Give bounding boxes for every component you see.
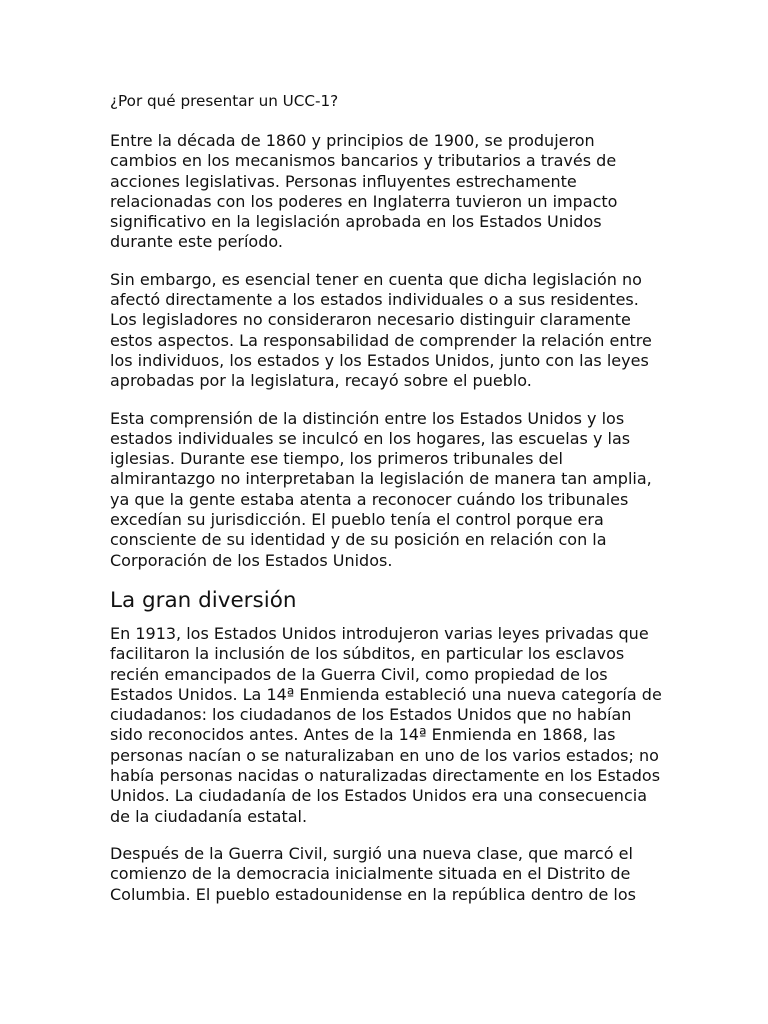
paragraph-line: estos aspectos. La responsabilidad de comprender la relación entre — [110, 330, 652, 350]
paragraph-line: almirantazgo no interpretaban la legislación de manera tan amplia, — [110, 469, 652, 489]
paragraph-line: Entre la década de 1860 y principios de 1900, se produjeron — [110, 131, 595, 150]
section-heading: La gran diversión — [110, 587, 297, 613]
paragraph-2 — [110, 270, 650, 392]
paragraph-line: recién emancipados de la Guerra Civil, como propiedad de los — [110, 664, 608, 684]
paragraph-line: relacionadas con los poderes en Inglaterra tuvieron un impacto — [110, 191, 618, 211]
paragraph-line: ya que la gente estaba atenta a reconocer cuándo los tribunales — [110, 489, 629, 509]
paragraph-line: cambios en los mecanismos bancarios y tributarios a través de — [110, 151, 617, 171]
paragraph-line: afectó directamente a los estados individuales o a sus residentes. — [110, 290, 639, 310]
paragraph-line: los individuos, los estados y los Estados Unidos, junto con las leyes — [110, 350, 649, 370]
paragraph-line: Estados Unidos. La 14ª Enmienda estableció una nueva categoría de — [110, 684, 662, 704]
paragraph-line: sido reconocidos antes. Antes de la 14ª Enmienda en 1868, las — [110, 725, 616, 745]
paragraph-line: estados individuales se inculcó en los hogares, las escuelas y las — [110, 428, 631, 448]
paragraph-3 — [110, 409, 650, 571]
paragraph-line: ciudadanos: los ciudadanos de los Estados Unidos que no habían — [110, 705, 632, 725]
paragraph-line: Corporación de los Estados Unidos. — [110, 550, 393, 570]
paragraph-4 — [110, 623, 662, 827]
paragraph-line: aprobadas por la legislatura, recayó sobre el pueblo. — [110, 371, 532, 391]
paragraph-line: de la ciudadanía estatal. — [110, 806, 308, 826]
paragraph-line: acciones legislativas. Personas influyentes estrechamente — [110, 171, 577, 191]
paragraph-5 — [110, 844, 650, 905]
paragraph-line: Sin embargo, es esencial tener en cuenta que dicha legislación no — [110, 269, 642, 289]
paragraph-line: personas nacían o se naturalizaban en uno de los varios estados; no — [110, 745, 659, 765]
paragraph-1 — [110, 131, 650, 253]
paragraph-line: consciente de su identidad y de su posición en relación con la — [110, 530, 607, 550]
paragraph-line: había personas nacidas o naturalizadas directamente en los Estados — [110, 766, 661, 786]
paragraph-line: comienzo de la democracia inicialmente situada en el Distrito de — [110, 864, 631, 884]
paragraph-line: Unidos. La ciudadanía de los Estados Unidos era una consecuencia — [110, 786, 647, 806]
paragraph-line: Columbia. El pueblo estadounidense en la república dentro de los — [110, 884, 636, 904]
paragraph-line: excedían su jurisdicción. El pueblo tenía el control porque era — [110, 510, 604, 530]
paragraph-line: facilitaron la inclusión de los súbditos, en particular los esclavos — [110, 644, 625, 664]
paragraph-line: Los legisladores no consideraron necesario distinguir claramente — [110, 310, 631, 330]
paragraph-line: durante este período. — [110, 232, 283, 252]
paragraph-line: Después de la Guerra Civil, surgió una nueva clase, que marcó el — [110, 843, 633, 863]
intro-title: ¿Por qué presentar un UCC-1? — [110, 92, 339, 110]
paragraph-line: En 1913, los Estados Unidos introdujeron varias leyes privadas que — [110, 623, 649, 643]
paragraph-line: significativo en la legislación aprobada en los Estados Unidos — [110, 212, 602, 232]
document-body — [110, 91, 662, 922]
paragraph-line: Esta comprensión de la distinción entre los Estados Unidos y los — [110, 408, 625, 428]
paragraph-line: iglesias. Durante ese tiempo, los primeros tribunales del — [110, 449, 563, 469]
